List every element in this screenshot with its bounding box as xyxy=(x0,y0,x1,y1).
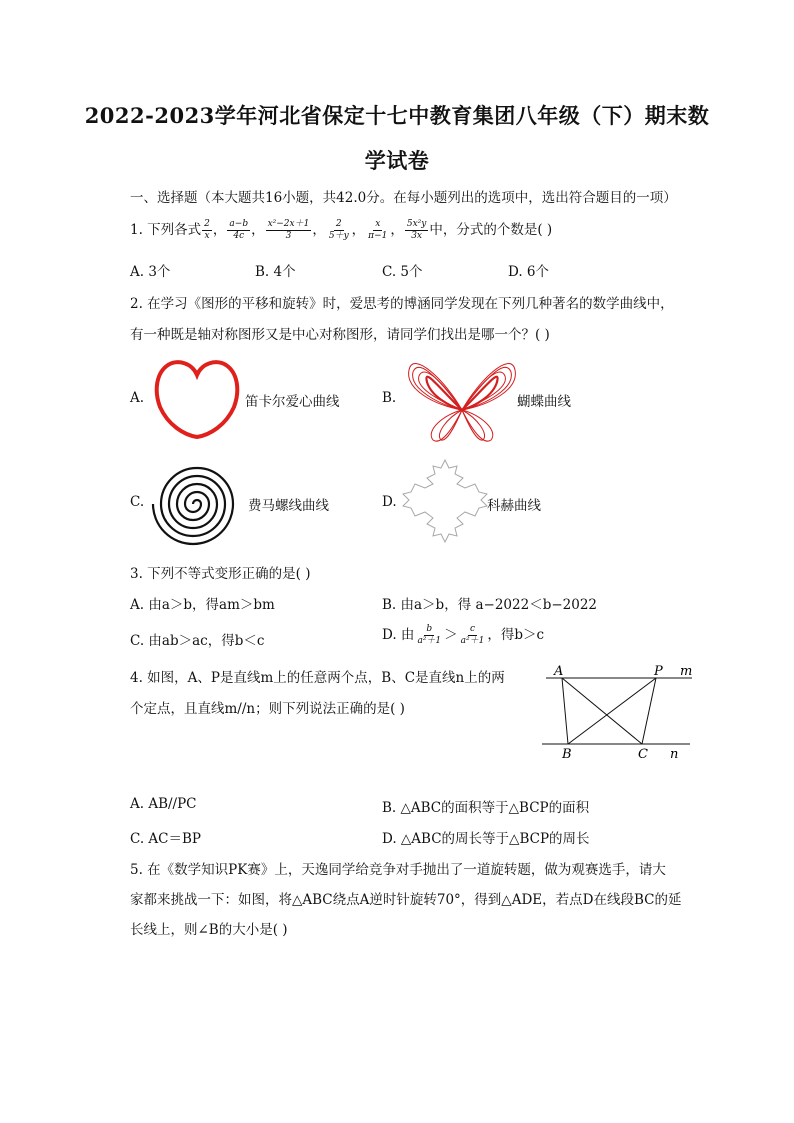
q1-suffix: 中，分式的个数是( ) xyxy=(429,222,553,238)
q1-fraction-3: $\frac{\text{x²−2x＋1}}{3}$ xyxy=(267,219,310,241)
parallel-lines-figure xyxy=(540,662,700,762)
q1-fraction-6: $\frac{\text{5x²y}}{3x}$ xyxy=(406,219,427,241)
q1-prefix: 1. 下列各式 xyxy=(130,222,202,238)
q1-fraction-1: $\frac{2}{x}$ xyxy=(204,219,210,241)
q4-option-d[interactable]: D. △ABC的周长等于△BCP的周长 xyxy=(382,831,590,847)
label-A: A xyxy=(554,664,564,679)
section-heading: 一、选择题（本大题共16小题，共42.0分。在每小题列出的选项中，选出符合题目的一项） xyxy=(130,190,677,206)
label-C: C xyxy=(638,747,648,762)
exam-title-line1: 2022-2023学年河北省保定十七中教育集团八年级（下）期末数 xyxy=(84,103,710,128)
q1-fraction-4: $\frac{2}{5+y}$ xyxy=(328,219,349,241)
fermat-spiral-curve xyxy=(150,460,245,550)
q1-option-a[interactable]: A. 3个 xyxy=(130,264,171,280)
segment-ac xyxy=(562,678,642,744)
exam-title-line2: 学试卷 xyxy=(364,148,430,173)
q2-option-d-caption: 科赫曲线 xyxy=(487,498,541,514)
segment-ab xyxy=(562,678,568,744)
q4-stem-line2: 个定点，且直线m//n；则下列说法正确的是( ) xyxy=(130,701,405,717)
question-1-stem: 1. 下列各式 $\frac{2}{x}$ ， $\frac{a-b}{4c}$ ， $\frac{\text{x²−2x＋1}}{3}$ ， $\frac{2}{5+y}$ ， $\frac{x}{\pi-1}$ ， $\frac{\text{5x²y}}{3x}$ 中，分式的个数是( ) xyxy=(130,219,553,241)
q1-fraction-2: $\frac{a-b}{4c}$ xyxy=(229,219,249,241)
label-m: m xyxy=(680,664,693,679)
q3-d-fraction-2: $\frac{c}{\text{a²＋1}}$ xyxy=(460,624,485,646)
butterfly-curve xyxy=(405,350,520,445)
koch-snowflake-curve xyxy=(403,458,488,548)
q1-option-d[interactable]: D. 6个 xyxy=(508,264,550,280)
q4-stem-line1: 4. 如图，A、P是直线m上的任意两个点，B、C是直线n上的两 xyxy=(130,670,505,686)
label-B: B xyxy=(562,747,572,762)
label-P: P xyxy=(654,664,663,679)
q5-stem-line2: 家都来挑战一下：如图，将△ABC绕点A逆时针旋转70°，得到△ADE，若点D在线段BC的延 xyxy=(130,892,682,908)
q3-d-fraction-1: $\frac{b}{\text{a²＋1}}$ xyxy=(417,624,442,646)
q1-option-c[interactable]: C. 5个 xyxy=(382,264,423,280)
segment-bp xyxy=(568,678,656,744)
q4-option-b[interactable]: B. △ABC的面积等于△BCP的面积 xyxy=(382,800,590,816)
segment-pc xyxy=(642,678,656,744)
q2-option-d-letter[interactable]: D. xyxy=(382,494,397,510)
koch-path xyxy=(403,460,487,542)
q5-stem-line3: 长线上，则∠B的大小是( ) xyxy=(130,922,288,938)
q2-option-b-caption: 蝴蝶曲线 xyxy=(517,394,571,410)
label-n: n xyxy=(670,747,679,762)
q1-fraction-5: $\frac{x}{\pi-1}$ xyxy=(368,219,388,241)
q3-option-d[interactable]: D. 由 $\frac{b}{\text{a²＋1}}$ ＞ $\frac{c}{\text{a²＋1}}$ ，得b＞c xyxy=(382,624,545,646)
q2-stem-line2: 有一种既是轴对称图形又是中心对称图形，请同学们找出是哪一个？( ) xyxy=(130,327,550,343)
q3-stem: 3. 下列不等式变形正确的是( ) xyxy=(130,566,311,582)
q2-option-c-caption: 费马螺线曲线 xyxy=(248,498,329,514)
q3-option-a[interactable]: A. 由a＞b，得am＞bm xyxy=(130,597,275,613)
q2-option-a-letter[interactable]: A. xyxy=(130,390,145,406)
q4-option-c[interactable]: C. AC＝BP xyxy=(130,831,202,847)
q3-option-b[interactable]: B. 由a＞b，得 a−2022＜b−2022 xyxy=(382,597,598,613)
q5-stem-line1: 5. 在《数学知识PK赛》上，天逸同学给竞争对手抛出了一道旋转题，做为观赛选手，请大 xyxy=(130,862,666,878)
heart-path xyxy=(157,362,238,437)
q3-option-c[interactable]: C. 由ab＞ac，得b＜c xyxy=(130,633,265,649)
q2-stem-line1: 2. 在学习《图形的平移和旋转》时，爱思考的博涵同学发现在下列几种著名的数学曲线中， xyxy=(130,296,674,312)
q1-option-b[interactable]: B. 4个 xyxy=(255,264,296,280)
q2-option-b-letter[interactable]: B. xyxy=(382,390,397,406)
q4-option-a[interactable]: A. AB//PC xyxy=(130,796,197,812)
q2-option-a-caption: 笛卡尔爱心曲线 xyxy=(245,394,340,410)
q2-option-c-letter[interactable]: C. xyxy=(130,494,145,510)
cardioid-heart-curve xyxy=(150,355,245,440)
